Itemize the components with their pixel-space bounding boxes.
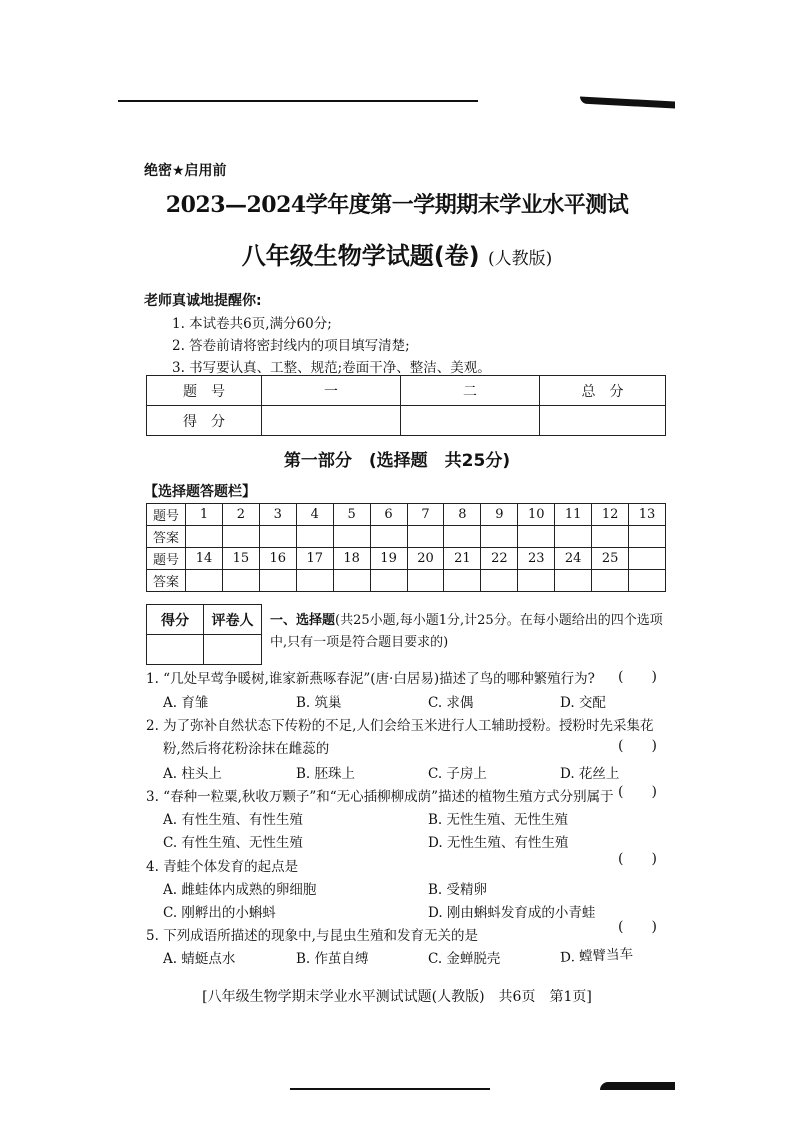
row-label: 答案 (147, 526, 186, 548)
answer-cell[interactable] (370, 526, 407, 548)
question-number-cell: 4 (296, 504, 333, 526)
question-number-cell: 10 (518, 504, 555, 526)
question-number-cell (629, 548, 666, 570)
option: A. 有性生殖、有性生殖 (163, 812, 303, 828)
grader-score-cell[interactable] (147, 635, 204, 665)
option: A. 蜻蜓点水 (163, 951, 236, 967)
grader-box (146, 604, 262, 665)
row-label: 题号 (147, 548, 186, 570)
bottom-right-stroke (600, 1082, 675, 1090)
paper-title-text: 八年级生物学试题(卷) (241, 242, 480, 270)
question-stem: 5. 下列成语所描述的现象中,与昆虫生殖和发育无关的是 (146, 928, 478, 944)
answer-cell[interactable] (481, 570, 518, 592)
edition-label: (人教版) (488, 249, 553, 269)
option: A. 柱头上 (163, 766, 222, 782)
answer-cell[interactable] (555, 526, 592, 548)
bottom-left-stroke (290, 1088, 490, 1090)
option: D. 刚由蝌蚪发育成的小青蛙 (428, 905, 596, 921)
score-cell[interactable] (540, 406, 666, 436)
option: B. 胚珠上 (296, 766, 356, 782)
question-number-cell: 23 (518, 548, 555, 570)
answer-cell[interactable] (296, 526, 333, 548)
option: C. 求偶 (428, 695, 474, 711)
option: B. 作茧自缚 (296, 951, 369, 967)
grader-score-label: 得分 (147, 605, 204, 635)
exam-title: 2023—2024学年度第一学期期末学业水平测试 (165, 192, 629, 218)
score-table (146, 375, 666, 436)
option: C. 金蝉脱壳 (428, 951, 501, 967)
paper-title (0, 236, 794, 271)
answer-cell[interactable] (629, 526, 666, 548)
answer-cell[interactable] (259, 526, 296, 548)
question-number-cell: 11 (555, 504, 592, 526)
question-number-cell: 8 (444, 504, 481, 526)
option: B. 无性生殖、无性生殖 (428, 812, 569, 828)
option: A. 育雏 (163, 695, 209, 711)
answer-paren[interactable]: ( ) (618, 784, 657, 800)
question-number-cell: 3 (259, 504, 296, 526)
answer-cell[interactable] (296, 570, 333, 592)
score-row-label: 得 分 (147, 406, 262, 436)
question-number-cell: 5 (333, 504, 370, 526)
reminder-heading: 老师真诚地提醒你: (144, 293, 262, 309)
answer-cell[interactable] (518, 526, 555, 548)
question-number-cell: 1 (186, 504, 223, 526)
answer-cell[interactable] (222, 526, 259, 548)
page-footer: [八年级生物学期末学业水平测试试题(人教版) 共6页 第1页] (202, 989, 592, 1005)
grader-name-cell[interactable] (204, 635, 262, 665)
answer-paren[interactable]: ( ) (618, 919, 657, 935)
part-one-heading: 第一部分 (选择题 共25分) (283, 451, 511, 471)
section-one-instructions (270, 610, 670, 654)
top-right-stroke (580, 97, 675, 109)
score-cell[interactable] (401, 406, 540, 436)
question-number-cell: 12 (592, 504, 629, 526)
question-number-cell: 22 (481, 548, 518, 570)
option: D. 花丝上 (560, 766, 620, 782)
answer-cell[interactable] (333, 526, 370, 548)
answer-cell[interactable] (592, 526, 629, 548)
question-stem: 4. 青蛙个体发育的起点是 (146, 859, 299, 875)
answer-bar-label: 【选择题答题栏】 (144, 484, 256, 500)
section-one-label: 一、选择题 (270, 613, 336, 628)
score-header-part1: 一 (262, 376, 401, 406)
answer-cell[interactable] (444, 526, 481, 548)
score-header-total: 总 分 (540, 376, 666, 406)
answer-cell[interactable] (629, 570, 666, 592)
option: B. 筑巢 (296, 695, 342, 711)
notice-item: 1. 本试卷共6页,满分60分; (172, 316, 332, 332)
score-header-part2: 二 (401, 376, 540, 406)
notice-item: 2. 答卷前请将密封线内的项目填写清楚; (172, 338, 410, 354)
option: A. 雌蛙体内成熟的卵细胞 (163, 882, 317, 898)
question-number-cell: 2 (222, 504, 259, 526)
option: C. 有性生殖、无性生殖 (163, 835, 303, 851)
option: D. 螳臂当车 (559, 946, 634, 966)
answer-cell[interactable] (518, 570, 555, 592)
question-number-cell: 20 (407, 548, 444, 570)
question-number-cell: 13 (629, 504, 666, 526)
question-number-cell: 24 (555, 548, 592, 570)
answer-cell[interactable] (407, 526, 444, 548)
option: B. 受精卵 (428, 882, 488, 898)
score-header-label: 题 号 (147, 376, 262, 406)
answer-cell[interactable] (444, 570, 481, 592)
question-number-cell: 16 (259, 548, 296, 570)
question-number-cell: 21 (444, 548, 481, 570)
answer-grid (146, 503, 666, 592)
question-stem-cont: 粉,然后将花粉涂抹在雌蕊的 (163, 741, 330, 757)
answer-paren[interactable]: ( ) (618, 851, 657, 867)
question-number-cell: 9 (481, 504, 518, 526)
question-number-cell: 17 (296, 548, 333, 570)
question-number-cell: 7 (407, 504, 444, 526)
answer-cell[interactable] (222, 570, 259, 592)
answer-cell[interactable] (370, 570, 407, 592)
option: C. 刚孵出的小蝌蚪 (163, 905, 276, 921)
option: D. 无性生殖、有性生殖 (428, 835, 569, 851)
row-label: 答案 (147, 570, 186, 592)
option: C. 子房上 (428, 766, 487, 782)
grader-name-label: 评卷人 (204, 605, 262, 635)
question-number-cell: 18 (333, 548, 370, 570)
question-stem: 2. 为了弥补自然状态下传粉的不足,人们会给玉米进行人工辅助授粉。授粉时先采集花 (146, 718, 654, 734)
top-left-stroke (118, 100, 478, 102)
answer-cell[interactable] (186, 526, 223, 548)
answer-cell[interactable] (555, 570, 592, 592)
question-stem: 3. “春种一粒粟,秋收万颗子”和“无心插柳柳成荫”描述的植物生殖方式分别属于 (146, 789, 614, 805)
question-number-cell: 6 (370, 504, 407, 526)
row-label: 题号 (147, 504, 186, 526)
answer-cell[interactable] (481, 526, 518, 548)
question-number-cell: 25 (592, 548, 629, 570)
question-number-cell: 15 (222, 548, 259, 570)
answer-cell[interactable] (592, 570, 629, 592)
notice-item: 3. 书写要认真、工整、规范;卷面干净、整洁、美观。 (172, 360, 491, 376)
answer-paren[interactable]: ( ) (618, 669, 657, 685)
question-number-cell: 19 (370, 548, 407, 570)
section-one-text: (共25小题,每小题1分,计25分。在每小题给出的四个选项中,只有一项是符合题目要求的) (270, 613, 663, 650)
question-number-cell: 14 (186, 548, 223, 570)
answer-cell[interactable] (333, 570, 370, 592)
answer-cell[interactable] (186, 570, 223, 592)
option: D. 交配 (560, 695, 606, 711)
question-stem: 1. “几处早莺争暖树,谁家新燕啄春泥”(唐·白居易)描述了鸟的哪种繁殖行为? (146, 671, 595, 687)
answer-cell[interactable] (259, 570, 296, 592)
score-cell[interactable] (262, 406, 401, 436)
answer-paren[interactable]: ( ) (618, 738, 657, 754)
confidential-label: 绝密★启用前 (144, 163, 227, 179)
answer-cell[interactable] (407, 570, 444, 592)
